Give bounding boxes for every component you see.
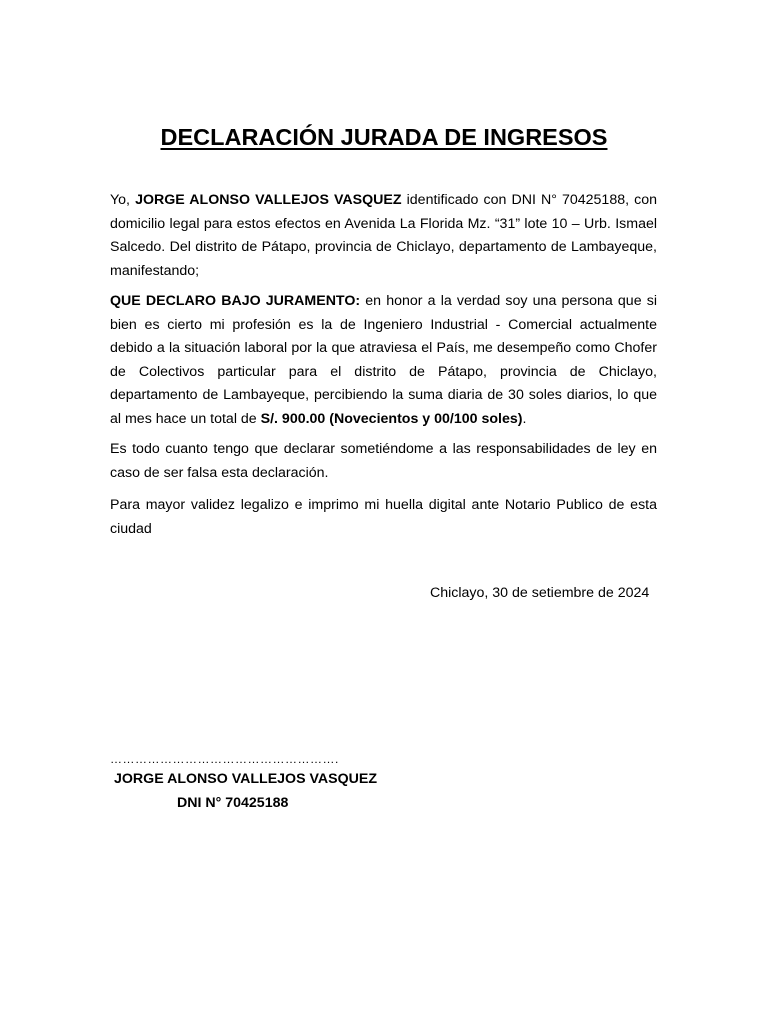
paragraph-text: .	[522, 410, 527, 427]
paragraph-responsibility: Es todo cuanto tengo que declarar sometiéndome a las responsabilidades de ley en caso de ser falsa esta declaración.	[110, 441, 657, 481]
paragraph-validity: Para mayor validez legalizo e imprimo mi huella digital ante Notario Publico de esta ciudad	[110, 497, 657, 537]
declaration-lead: QUE DECLARO BAJO JURAMENTO:	[110, 293, 361, 309]
paragraph-declaration	[110, 290, 657, 431]
paragraph-text: Yo,	[110, 192, 136, 208]
document-title: DECLARACIÓN JURADA DE INGRESOS	[160, 124, 608, 150]
paragraph-text: en honor a la verdad soy una persona que si bien es cierto mi profesión es la de Ingeniero Industrial - Comercial actualmente debido a la situación laboral por la que atraviesa el País, me desempeño como Chofer de Colectivos particular para el distrito de Pátapo, provincia de Chiclayo, departamento de Lambayeque, percibiendo la suma diaria de 30 soles diarios, lo que al mes hace un total de	[110, 293, 657, 427]
paragraph-text: identificado con DNI N° 70425188, con domicilio legal para estos efectos en Avenida La Florida Mz. “31” lote 10 – Urb. Ismael Salcedo. Del distrito de Pátapo, provincia de Chiclayo, departamento de Lambayeque, manifestando;	[110, 192, 658, 279]
document-date: Chiclayo, 30 de setiembre de 2024	[430, 585, 650, 601]
declarant-name: JORGE ALONSO VALLEJOS VASQUEZ	[135, 192, 402, 208]
paragraph-identification	[110, 189, 657, 283]
signature-line: ……………………………………………….	[110, 752, 339, 766]
signature-dni: DNI N° 70425188	[177, 795, 289, 811]
income-amount: S/. 900.00 (Novecientos y 00/100 soles)	[260, 410, 523, 427]
signature-name: JORGE ALONSO VALLEJOS VASQUEZ	[114, 771, 378, 787]
